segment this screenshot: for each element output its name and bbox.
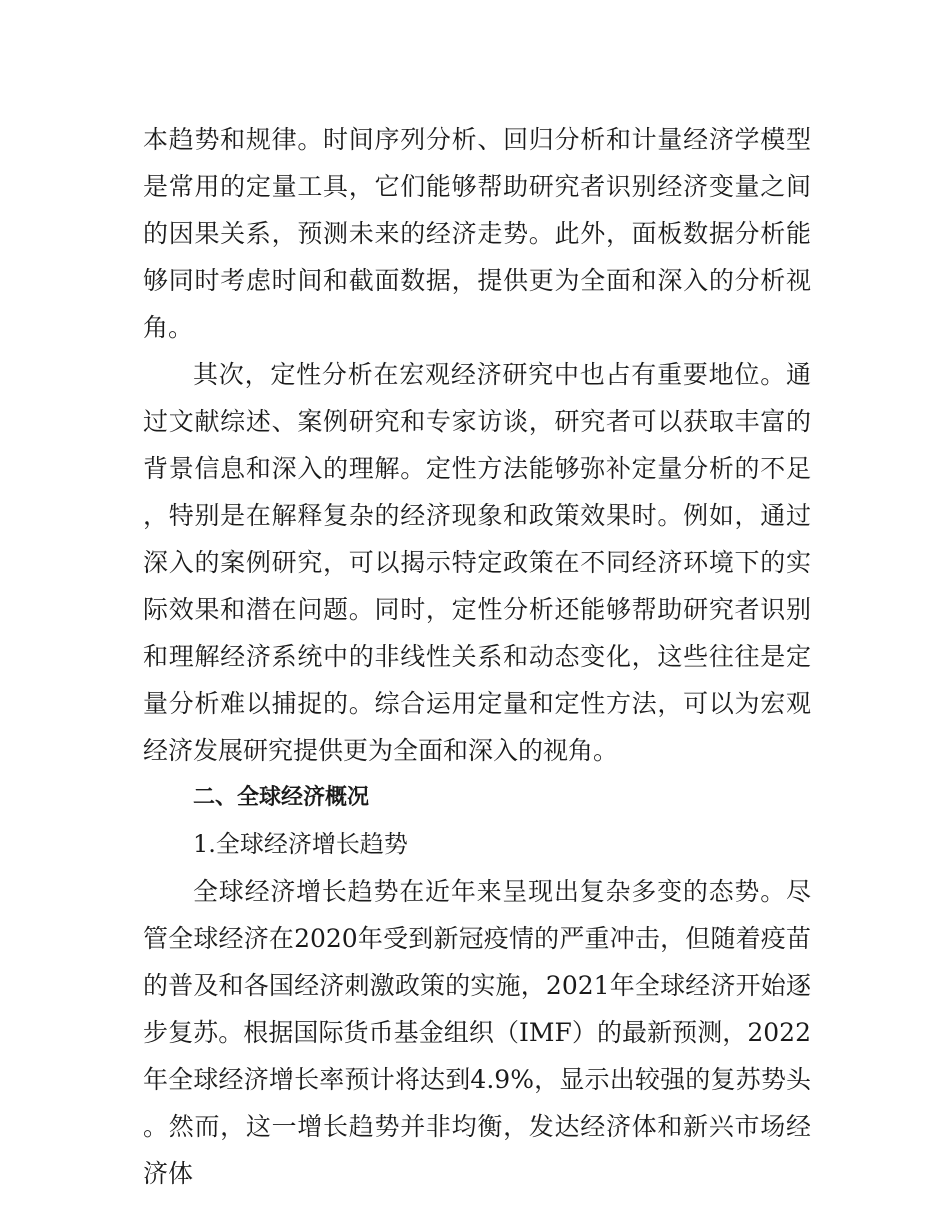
paragraph-methods-quantitative: 本趋势和规律。时间序列分析、回归分析和计量经济学模型是常用的定量工具，它们能够帮助研究者识别经济变量之间的因果关系，预测未来的经济走势。此外，面板数据分析能够同时考虑时间和截面数据，提供更为全面和深入的分析视角。: [143, 125, 811, 342]
paragraph-growth-trend: 全球经济增长趋势在近年来呈现出复杂多变的态势。尽管全球经济在2020年受到新冠疫情的严重冲击，但随着疫苗的普及和各国经济刺激政策的实施，2021年全球经济开始逐步复苏。根据国际货币基金组织（IMF）的最新预测，2022年全球经济增长率预计将达到4.9%，显示出较强的复苏势头。然而，这一增长趋势并非均衡，发达经济体和新兴市场经济体: [143, 877, 811, 1188]
subsection-heading-growth-trend: 1.全球经济增长趋势: [193, 830, 408, 858]
document-page: [143, 116, 811, 1197]
paragraph-methods-qualitative: 其次，定性分析在宏观经济研究中也占有重要地位。通过文献综述、案例研究和专家访谈，研究者可以获取丰富的背景信息和深入的理解。定性方法能够弥补定量分析的不足，特别是在解释复杂的经济现象和政策效果时。例如，通过深入的案例研究，可以揭示特定政策在不同经济环境下的实际效果和潜在问题。同时，定性分析还能够帮助研究者识别和理解经济系统中的非线性关系和动态变化，这些往往是定量分析难以捕捉的。综合运用定量和定性方法，可以为宏观经济发展研究提供更为全面和深入的视角。: [143, 360, 811, 765]
section-heading-global-economy: 二、全球经济概况: [193, 785, 370, 810]
